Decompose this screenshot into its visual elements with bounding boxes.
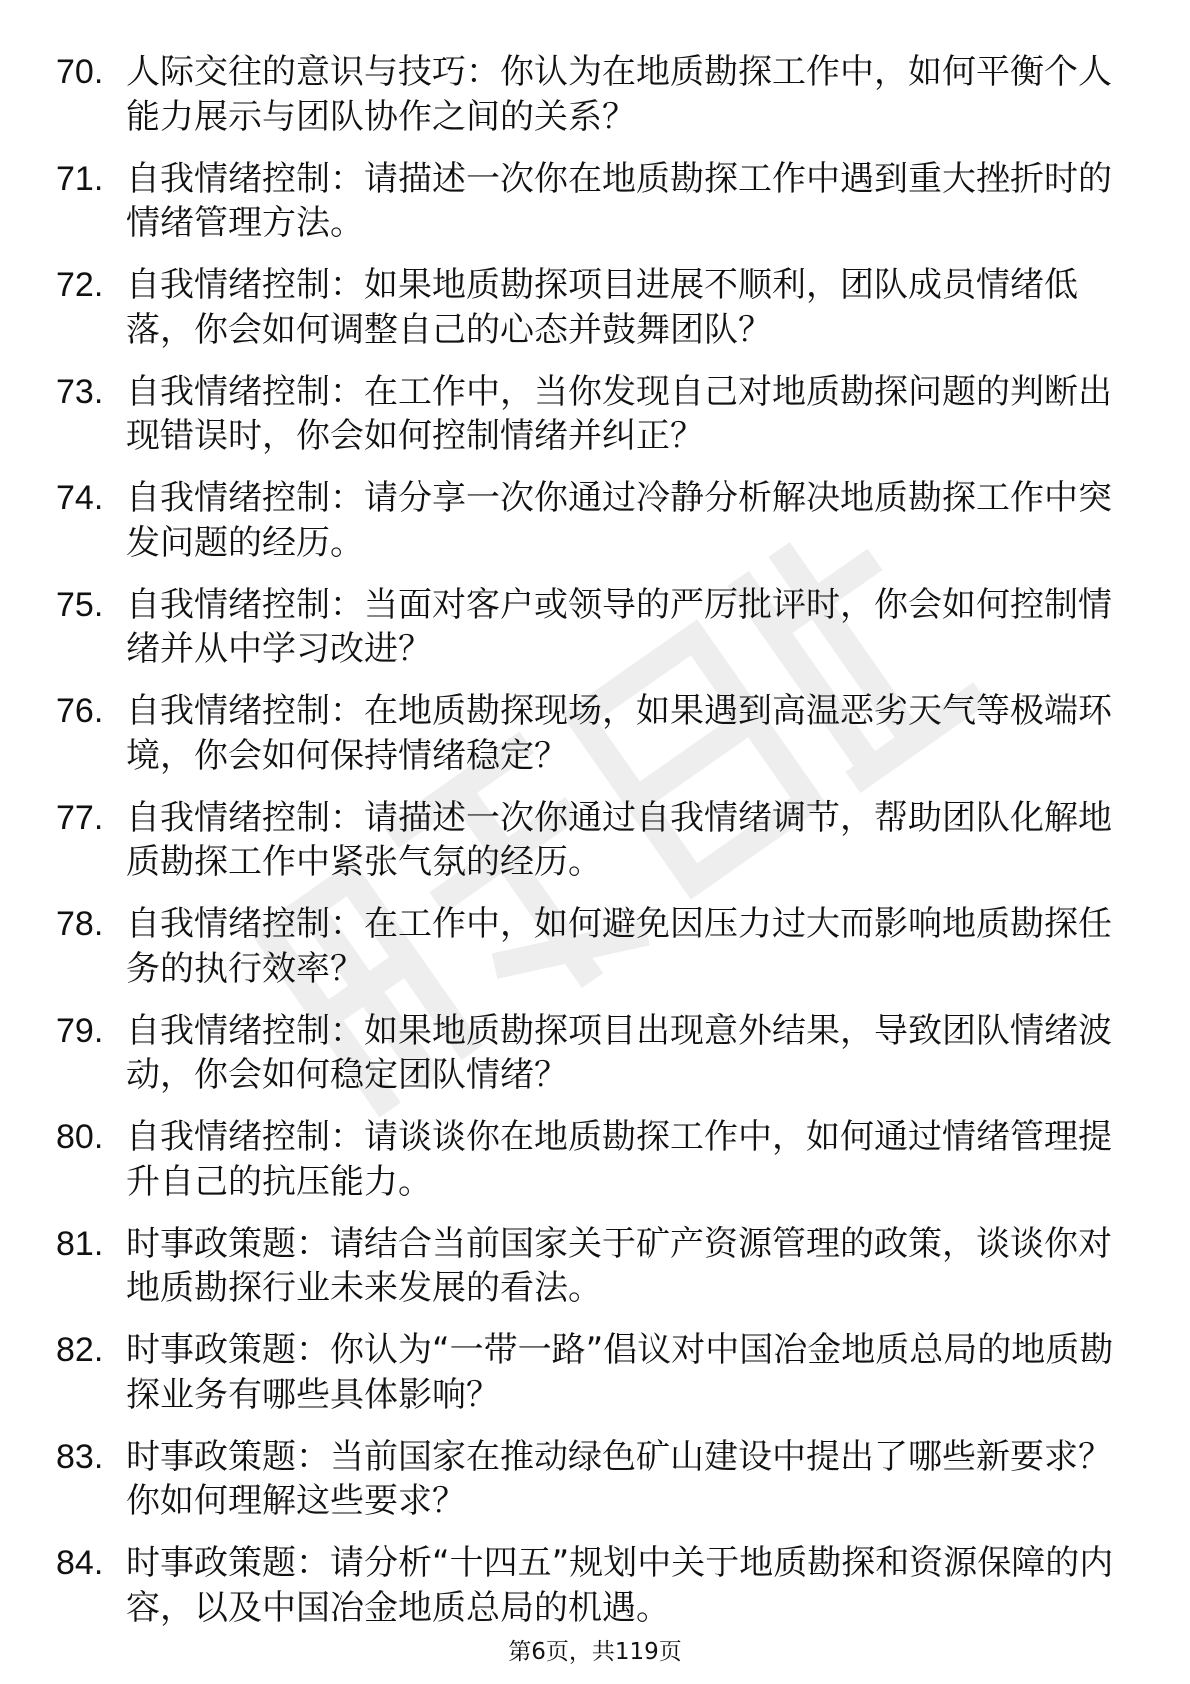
question-number: 74.	[56, 479, 104, 517]
question-number: 80.	[56, 1118, 104, 1156]
question-item	[56, 157, 1116, 246]
question-text: 自我情绪控制：当面对客户或领导的严厉批评时，你会如何控制情绪并从中学习改进？	[126, 584, 1112, 669]
question-text: 自我情绪控制：请描述一次你在地质勘探工作中遇到重大挫折时的情绪管理方法。	[126, 158, 1112, 243]
question-number: 82.	[56, 1331, 104, 1369]
question-item	[56, 1222, 1116, 1311]
question-list	[56, 50, 1116, 1648]
question-text: 时事政策题：请结合当前国家关于矿产资源管理的政策，谈谈你对地质勘探行业未来发展的看法。	[126, 1223, 1112, 1308]
question-item	[56, 689, 1116, 778]
question-number: 73.	[56, 372, 104, 411]
question-number: 84.	[56, 1544, 104, 1582]
page-number: 第6页，共119页	[508, 1639, 682, 1665]
question-number: 77.	[56, 798, 104, 837]
question-item	[56, 476, 1116, 565]
question-item	[56, 370, 1116, 459]
question-item	[56, 902, 1116, 991]
question-number: 72.	[56, 266, 104, 304]
question-text: 人际交往的意识与技巧：你认为在地质勘探工作中，如何平衡个人能力展示与团队协作之间的关系？	[126, 52, 1112, 137]
question-text: 自我情绪控制：在工作中，如何避免因压力过大而影响地质勘探任务的执行效率？	[126, 904, 1112, 989]
question-number: 78.	[56, 905, 104, 943]
question-item	[56, 1115, 1116, 1204]
question-item	[56, 583, 1116, 672]
question-text: 自我情绪控制：请描述一次你通过自我情绪调节，帮助团队化解地质勘探工作中紧张气氛的经历。	[126, 797, 1112, 882]
question-number: 76.	[56, 692, 104, 730]
question-number: 75.	[56, 585, 104, 624]
question-item	[56, 1009, 1116, 1098]
question-text: 自我情绪控制：请谈谈你在地质勘探工作中，如何通过情绪管理提升自己的抗压能力。	[126, 1117, 1112, 1202]
question-item	[56, 796, 1116, 885]
question-text: 自我情绪控制：在地质勘探现场，如果遇到高温恶劣天气等极端环境，你会如何保持情绪稳定？	[126, 691, 1112, 776]
question-text: 自我情绪控制：在工作中，当你发现自己对地质勘探问题的判断出现错误时，你会如何控制情绪并纠正？	[126, 371, 1112, 456]
question-item	[56, 1541, 1116, 1630]
question-text: 自我情绪控制：如果地质勘探项目出现意外结果，导致团队情绪波动，你会如何稳定团队情绪？	[126, 1010, 1112, 1095]
question-number: 81.	[56, 1224, 104, 1263]
question-number: 83.	[56, 1437, 104, 1476]
question-text: 自我情绪控制：如果地质勘探项目进展不顺利，团队成员情绪低落，你会如何调整自己的心态并鼓舞团队？	[126, 265, 1078, 350]
question-text: 时事政策题：你认为“一带一路”倡议对中国冶金地质总局的地质勘探业务有哪些具体影响？	[126, 1330, 1114, 1415]
question-number: 71.	[56, 159, 104, 198]
question-number: 70.	[56, 53, 104, 91]
question-item	[56, 263, 1116, 352]
question-text: 时事政策题：当前国家在推动绿色矿山建设中提出了哪些新要求？你如何理解这些要求？	[126, 1436, 1112, 1521]
question-text: 时事政策题：请分析“十四五”规划中关于地质勘探和资源保障的内容，以及中国冶金地质总局的机遇。	[126, 1543, 1114, 1628]
question-number: 79.	[56, 1011, 104, 1050]
question-item	[56, 50, 1116, 139]
question-text: 自我情绪控制：请分享一次你通过冷静分析解决地质勘探工作中突发问题的经历。	[126, 478, 1112, 563]
question-item	[56, 1328, 1116, 1417]
question-item	[56, 1435, 1116, 1524]
